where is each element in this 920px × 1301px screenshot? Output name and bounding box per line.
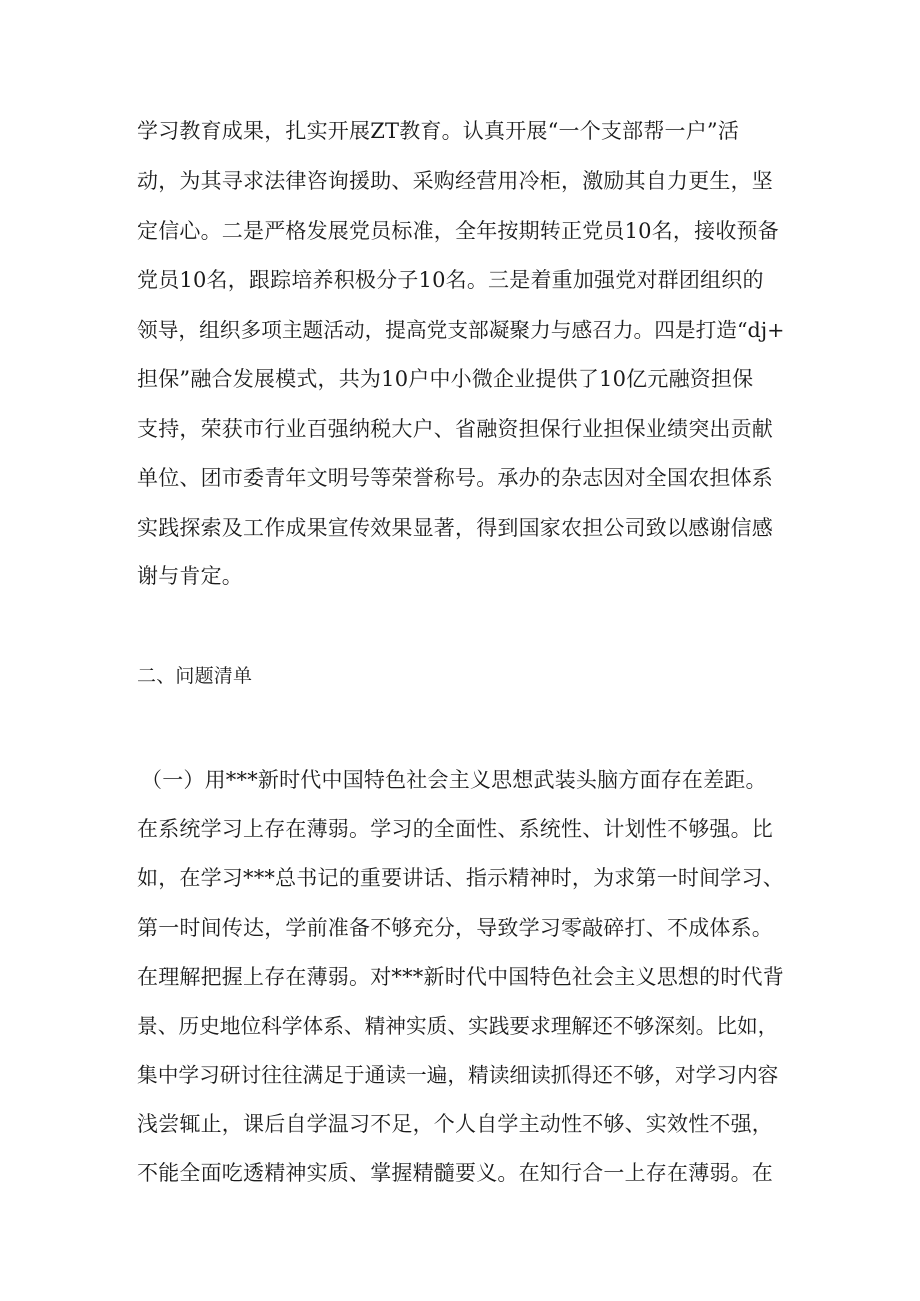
paragraph-2-line-2: 在系统学习上存在薄弱。学习的全面性、系统性、计划性不够强。比 [137, 817, 773, 841]
paragraph-1-line-5: 领导，组织多项主题活动，提高党支部凝聚力与感召力。四是打造“dj+ [137, 318, 785, 342]
paragraph-1-line-10: 谢与肯定。 [137, 564, 243, 588]
paragraph-1-line-8: 单位、团市委青年文明号等荣誉称号。承办的杂志因对全国农担体系 [137, 466, 773, 490]
paragraph-1-line-1: 学习教育成果，扎实开展ZT教育。认真开展“一个支部帮一户”活 [137, 119, 740, 143]
paragraph-2-line-1: （一）用***新时代中国特色社会主义思想武装头脑方面存在差距。 [141, 768, 767, 792]
paragraph-2-line-6: 景、历史地位科学体系、精神实质、实践要求理解还不够深刻。比如， [137, 1014, 779, 1038]
paragraph-2-line-7: 集中学习研讨往往满足于通读一遍，精读细读抓得还不够，对学习内容 [137, 1063, 779, 1087]
paragraph-2-line-9: 不能全面吃透精神实质、掌握精髓要义。在知行合一上存在薄弱。在 [137, 1161, 773, 1185]
paragraph-1-line-7: 支持，荣获市行业百强纳税大户、省融资担保行业担保业绩突出贡献 [137, 417, 773, 441]
section-heading: 二、问题清单 [137, 665, 253, 687]
paragraph-1-line-4: 党员10名，跟踪培养积极分子10名。三是着重加强党对群团组织的 [137, 268, 764, 292]
paragraph-2-line-3: 如，在学习***总书记的重要讲话、指示精神时，为求第一时间学习、 [137, 866, 784, 890]
paragraph-2-line-5: 在理解把握上存在薄弱。对***新时代中国特色社会主义思想的时代背 [137, 965, 784, 989]
paragraph-2-line-4: 第一时间传达，学前准备不够充分，导致学习零敲碎打、不成体系。 [137, 916, 773, 940]
paragraph-1-line-2: 动，为其寻求法律咨询援助、采购经营用冷柜，激励其自力更生，坚 [137, 169, 773, 193]
paragraph-1-line-3: 定信心。二是严格发展党员标准，全年按期转正党员10名，接收预备 [137, 219, 779, 243]
paragraph-1-line-9: 实践探索及工作成果宣传效果显著，得到国家农担公司致以感谢信感 [137, 516, 773, 540]
paragraph-2-line-8: 浅尝辄止，课后自学温习不足，个人自学主动性不够、实效性不强， [137, 1112, 773, 1136]
paragraph-1-line-6: 担保”融合发展模式，共为10户中小微企业提供了10亿元融资担保 [137, 367, 754, 391]
